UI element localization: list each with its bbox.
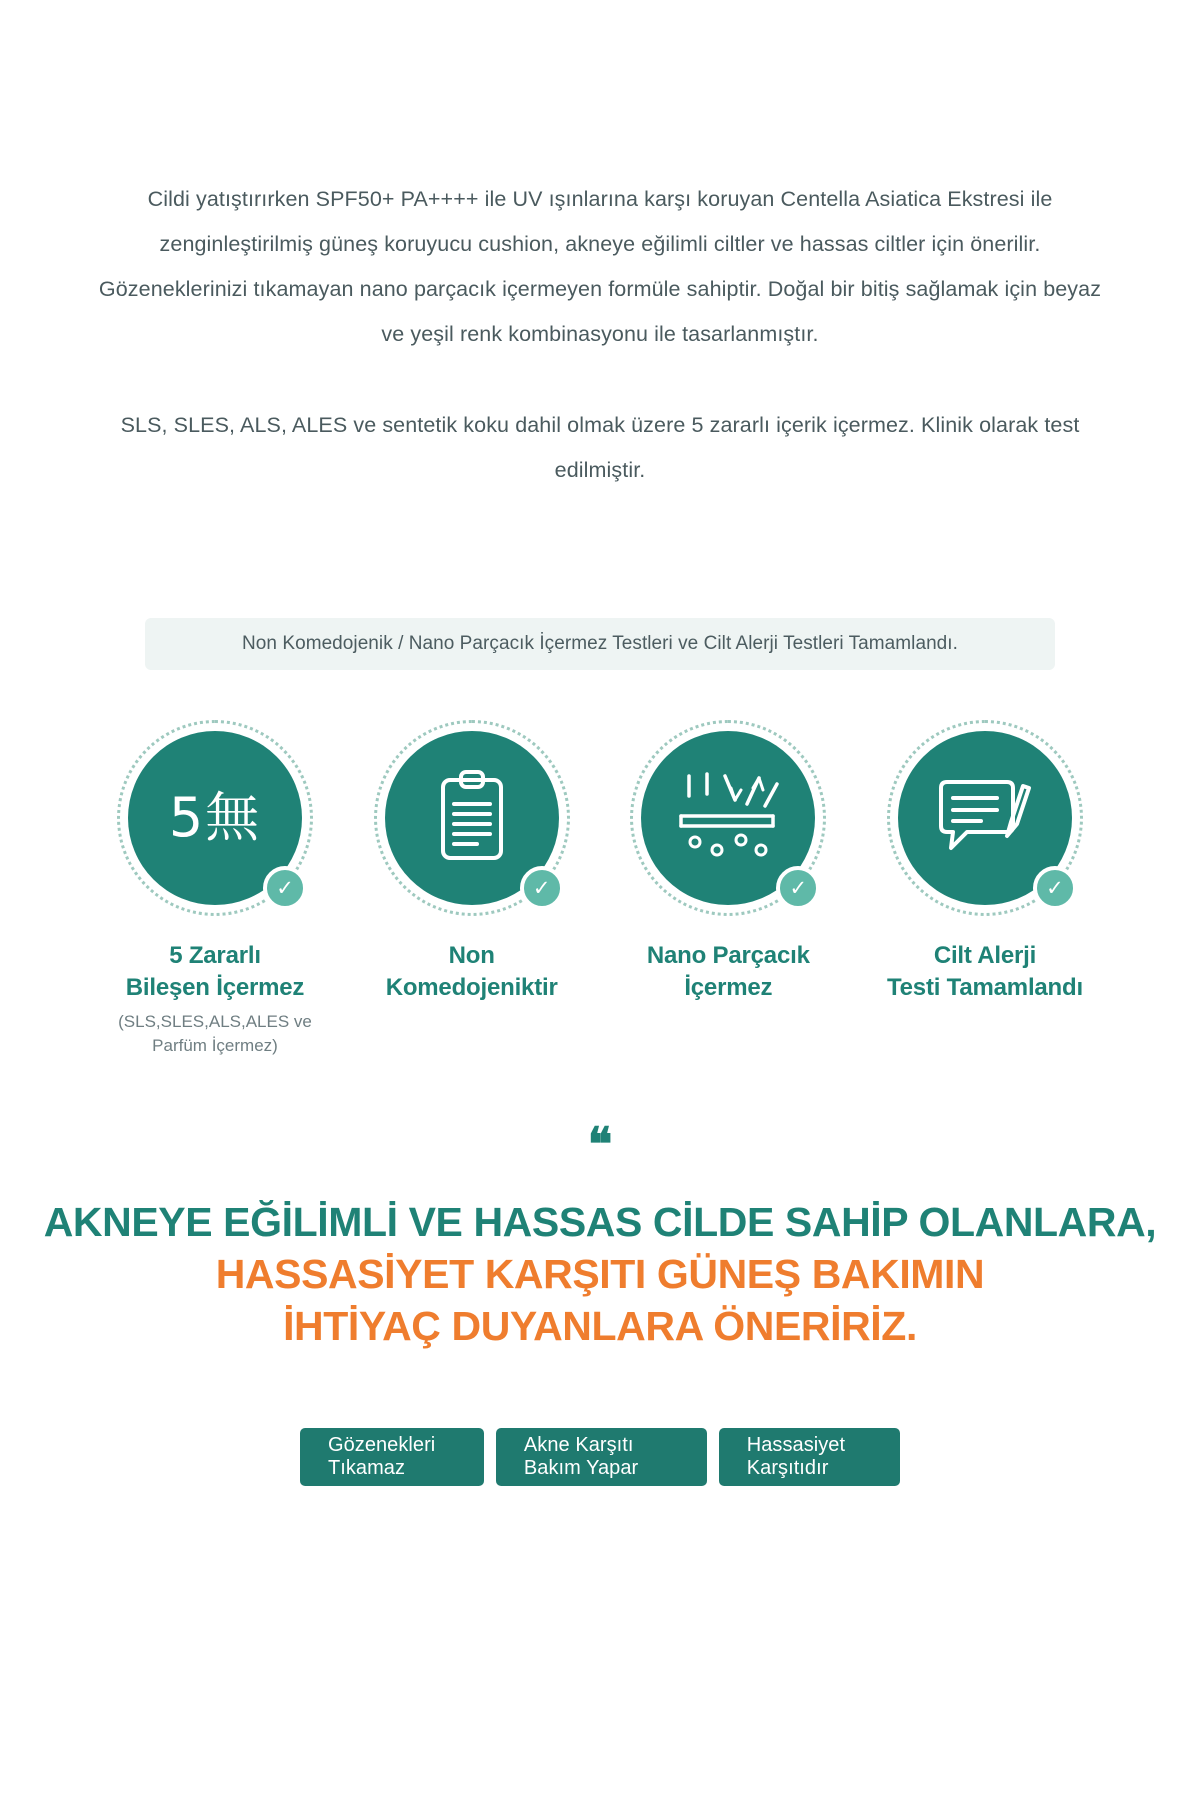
headline-line-1: AKNEYE EĞİLİMLİ VE HASSAS CİLDE SAHİP OLANLARA, [43, 1199, 1157, 1245]
intro-paragraph-1: Cildi yatıştırırken SPF50+ PA++++ ile UV ışınlarına karşı koruyan Centella Asiatica Ekstresi ile zenginleştirilmiş güneş koruyucu cushion, akneye eğilimli ciltler ve hassas ciltler için önerilir. Gözeneklerinizi tıkamayan nano parçacık içermeyen formüle sahiptir. Doğal bir bitiş sağlamak için beyaz ve yeşil renk kombinasyonu ile tasarlanmıştır. [98, 186, 1102, 346]
check-icon [776, 866, 820, 910]
check-icon [1033, 866, 1077, 910]
badge-five-free [95, 720, 335, 1058]
check-icon-glyph: ✓ [276, 876, 294, 900]
test-completed-banner-label: Non Komedojenik / Nano Parçacık İçermez Testleri ve Cilt Alerji Testleri Tamamlandı. [242, 633, 958, 654]
claim-pill-sensitivity [719, 1428, 900, 1486]
check-icon-glyph: ✓ [532, 876, 551, 900]
badge-title [352, 940, 592, 1004]
badge-title-line-2: İçermez [684, 974, 773, 1001]
badge-title-line-2: Testi Tamamlandı [886, 974, 1083, 1001]
badge-title-line-1: 5 Zararlı [169, 942, 261, 969]
badge-title-line-1: Cilt Alerji [933, 942, 1037, 969]
badge-circle [630, 720, 826, 916]
badge-circle [887, 720, 1083, 916]
five-free-kanji-icon: 5無 [168, 786, 262, 849]
headline-line-2: HASSASİYET KARŞITI GÜNEŞ BAKIMIN [215, 1251, 985, 1297]
badge-subtitle-line-2: Parfüm İçermez) [152, 1036, 278, 1055]
clipboard-icon [427, 770, 517, 866]
badge-title-line-1: Nano Parçacık [646, 942, 810, 969]
quote-mark-icon: ❝ [587, 1119, 613, 1170]
badge-title [865, 940, 1105, 1004]
claim-pill-row [300, 1428, 900, 1486]
claim-pill-acne [496, 1428, 707, 1486]
feature-badge-row [95, 720, 1105, 1058]
check-icon [520, 866, 564, 910]
badge-circle [117, 720, 313, 916]
speech-bubble-pencil-icon [933, 774, 1037, 862]
test-completed-banner [145, 618, 1055, 670]
badge-title [608, 940, 848, 1004]
headline [0, 1196, 1200, 1352]
claim-pill-label: Gözenekleri Tıkamaz [328, 1434, 436, 1479]
check-icon-glyph: ✓ [789, 876, 808, 900]
claim-pill-pore [300, 1428, 484, 1486]
badge-circle [374, 720, 570, 916]
headline-line-3: İHTİYAÇ DUYANLARA ÖNERİRİZ. [283, 1303, 917, 1349]
check-icon-glyph: ✓ [1046, 876, 1064, 900]
intro-description [90, 155, 1110, 514]
intro-paragraph-2: SLS, SLES, ALS, ALES ve sentetik koku dahil olmak üzere 5 zararlı içerik içermez. Klinik olarak test edilmiştir. [120, 412, 1080, 482]
badge-title-line-1: Non [448, 942, 495, 969]
claim-pill-label: Hassasiyet Karşıtıdır [746, 1434, 846, 1479]
badge-title-line-2: Komedojeniktir [385, 974, 558, 1001]
badge-subtitle [95, 1010, 335, 1058]
badge-skin-allergy-test [865, 720, 1105, 1058]
uv-skin-reflect-icon [673, 770, 783, 866]
badge-non-comedogenic [352, 720, 592, 1058]
badge-title-line-2: Bileşen İçermez [125, 974, 305, 1001]
badge-title [95, 940, 335, 1004]
claim-pill-label: Akne Karşıtı Bakım Yapar [523, 1434, 639, 1479]
badge-subtitle-line-1: (SLS,SLES,ALS,ALES ve [118, 1012, 312, 1031]
check-icon [263, 866, 307, 910]
badge-no-nano-particles [608, 720, 848, 1058]
